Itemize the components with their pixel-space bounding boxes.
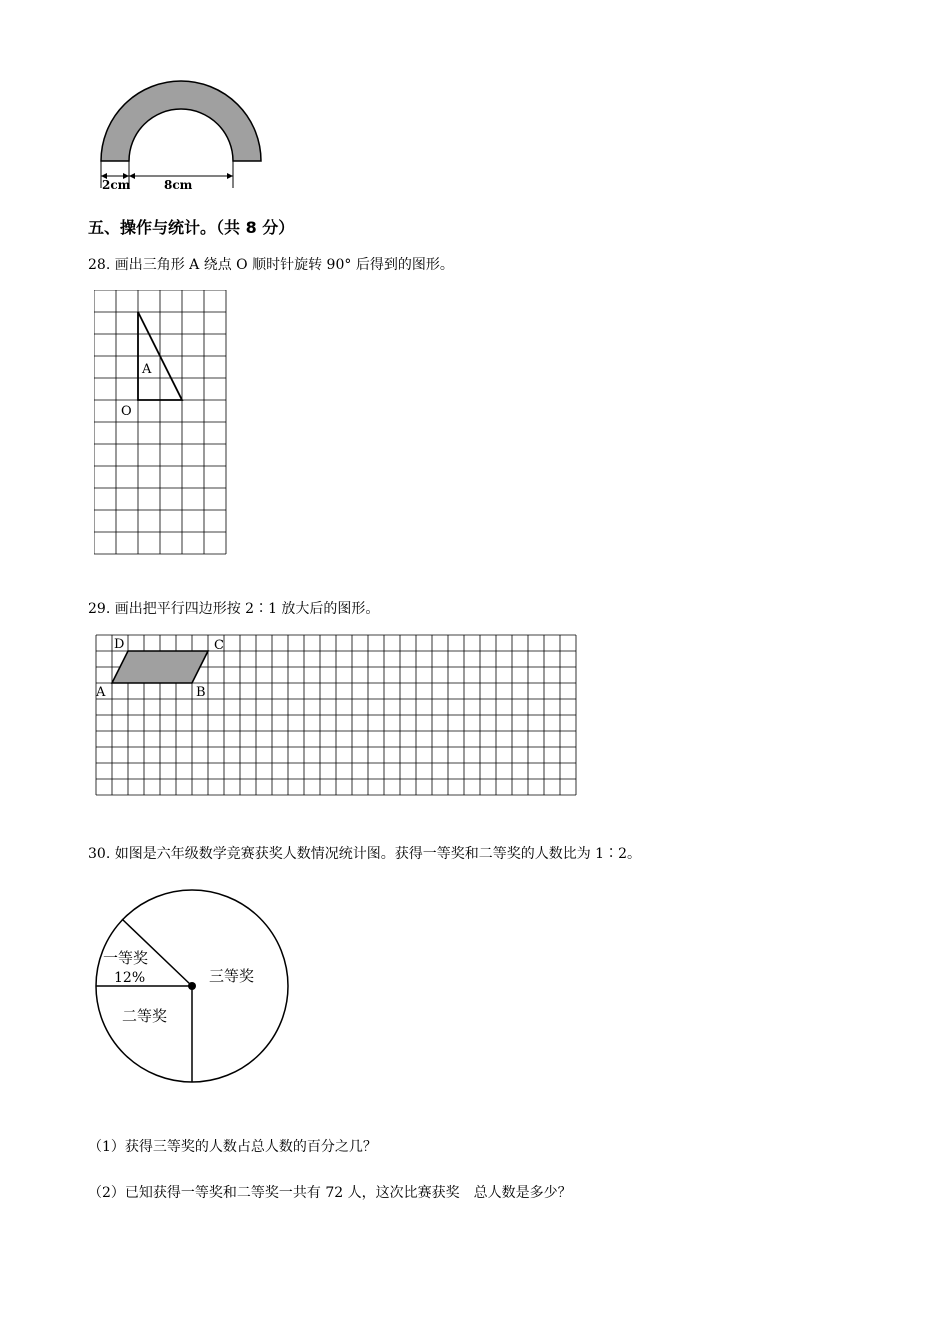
rotation-grid bbox=[94, 290, 228, 555]
slice-first-prize-label: 一等奖 bbox=[103, 949, 149, 967]
slice-third-prize-label: 三等奖 bbox=[209, 967, 255, 985]
vertex-d-label: D bbox=[114, 637, 125, 652]
question-28: 28. 画出三角形 A 绕点 O 顺时针旋转 90° 后得到的图形。 bbox=[88, 257, 454, 273]
slice-second-prize-label: 二等奖 bbox=[122, 1007, 168, 1025]
pie-chart bbox=[90, 885, 295, 1090]
question-30-sub-1: （1）获得三等奖的人数占总人数的百分之几？ bbox=[88, 1139, 377, 1155]
arch-figure bbox=[90, 70, 280, 200]
question-30: 30. 如图是六年级数学竞赛获奖人数情况统计图。获得一等奖和二等奖的人数比为 1∶2。 bbox=[88, 846, 641, 862]
pie-center-dot bbox=[188, 982, 196, 990]
section-title: 五、操作与统计。（共 8 分） bbox=[88, 218, 295, 237]
question-29: 29. 画出把平行四边形按 2∶1 放大后的图形。 bbox=[88, 601, 380, 617]
question-30-sub-2: （2）已知获得一等奖和二等奖一共有 72 人，这次比赛获奖 总人数是多少？ bbox=[88, 1185, 572, 1201]
vertex-a-label: A bbox=[96, 685, 106, 700]
arch-shape bbox=[101, 81, 261, 161]
vertex-b-label: B bbox=[196, 685, 206, 700]
enlarge-grid bbox=[94, 633, 578, 803]
vertex-c-label: C bbox=[214, 638, 224, 653]
slice-first-prize-percent: 12% bbox=[114, 970, 146, 986]
triangle-a-label: A bbox=[142, 362, 152, 377]
dim-8cm-label: 8cm bbox=[164, 178, 193, 192]
parallelogram-abcd bbox=[112, 651, 208, 683]
dim-2cm-label: 2cm bbox=[102, 178, 131, 192]
point-o-label: O bbox=[121, 404, 132, 419]
